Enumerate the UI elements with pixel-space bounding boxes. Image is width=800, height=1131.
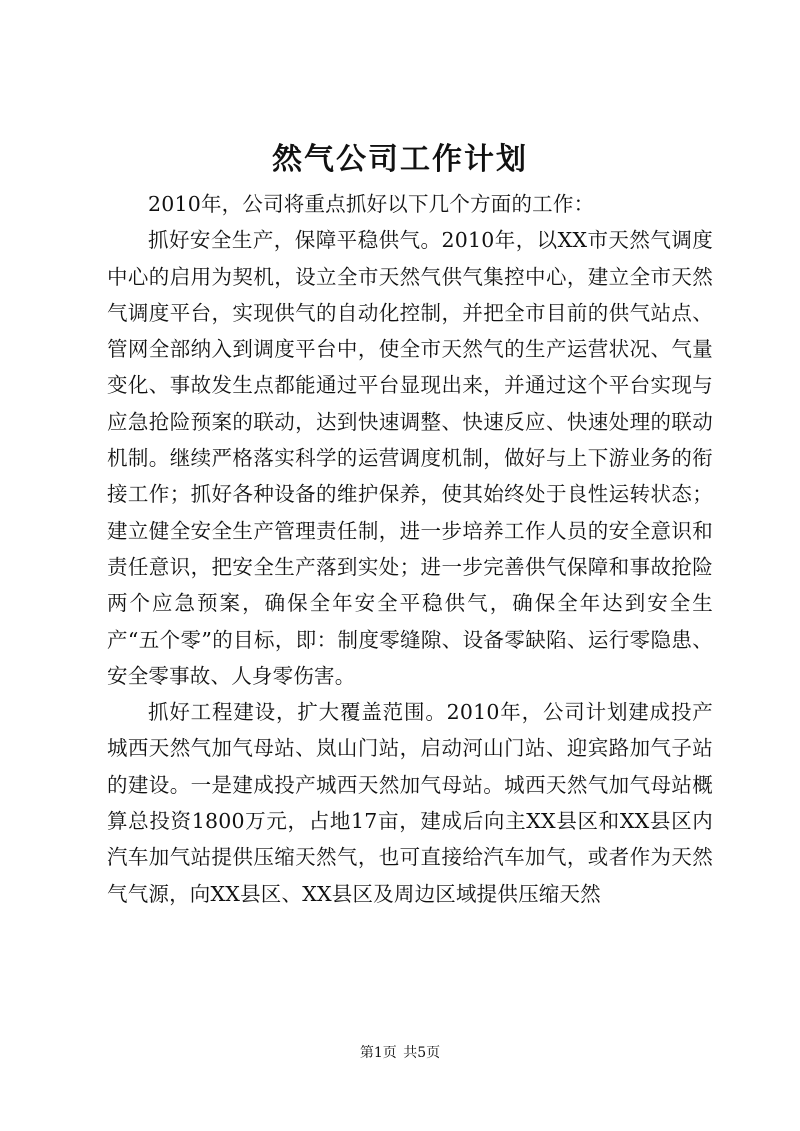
page-total: 共5页	[403, 1045, 441, 1061]
paragraph-intro: 2010年，公司将重点抓好以下几个方面的工作：	[148, 192, 595, 216]
page-title: 然气公司工作计划	[272, 142, 528, 177]
paragraph-engineering: 抓好工程建设，扩大覆盖范围。2010年，公司计划建成投产城西天然气加气母站、岚山门站，启动河山门站、迎宾路加气子站的建设。一是建成投产城西天然加气母站。城西天然气加气母站概算总投资1800万元，占地17亩，建成后向主XX县区和XX县区内汽车加气站提供压缩天然气，也可直接给汽车加气，或者作为天然气气源，向XX县区、XX县区及周边区域提供压缩天然	[107, 700, 713, 906]
paragraph-safety-production: 抓好安全生产，保障平稳供气。2010年，以XX市天然气调度中心的启用为契机，设立全市天然气供气集控中心，建立全市天然气调度平台，实现供气的自动化控制，并把全市目前的供气站点、管网全部纳入到调度平台中，使全市天然气的生产运营状况、气量变化、事故发生点都能通过平台显现出来，并通过这个平台实现与应急抢险预案的联动，达到快速调整、快速反应、快速处理的联动机制。继续严格落实科学的运营调度机制，做好与上下游业务的衔接工作；抓好各种设备的维护保养，使其始终处于良性运转状态；建立健全安全生产管理责任制，进一步培养工作人员的安全意识和责任意识，把安全生产落到实处；进一步完善供气保障和事故抢险两个应急预案，确保全年安全平稳供气，确保全年达到安全生产“五个零”的目标，即：制度零缝隙、设备零缺陷、运行零隐患、安全零事故、人身零伤害。	[107, 228, 713, 688]
document-body	[107, 186, 713, 912]
page-number: 第1页	[359, 1045, 397, 1061]
page-footer	[0, 1043, 800, 1063]
